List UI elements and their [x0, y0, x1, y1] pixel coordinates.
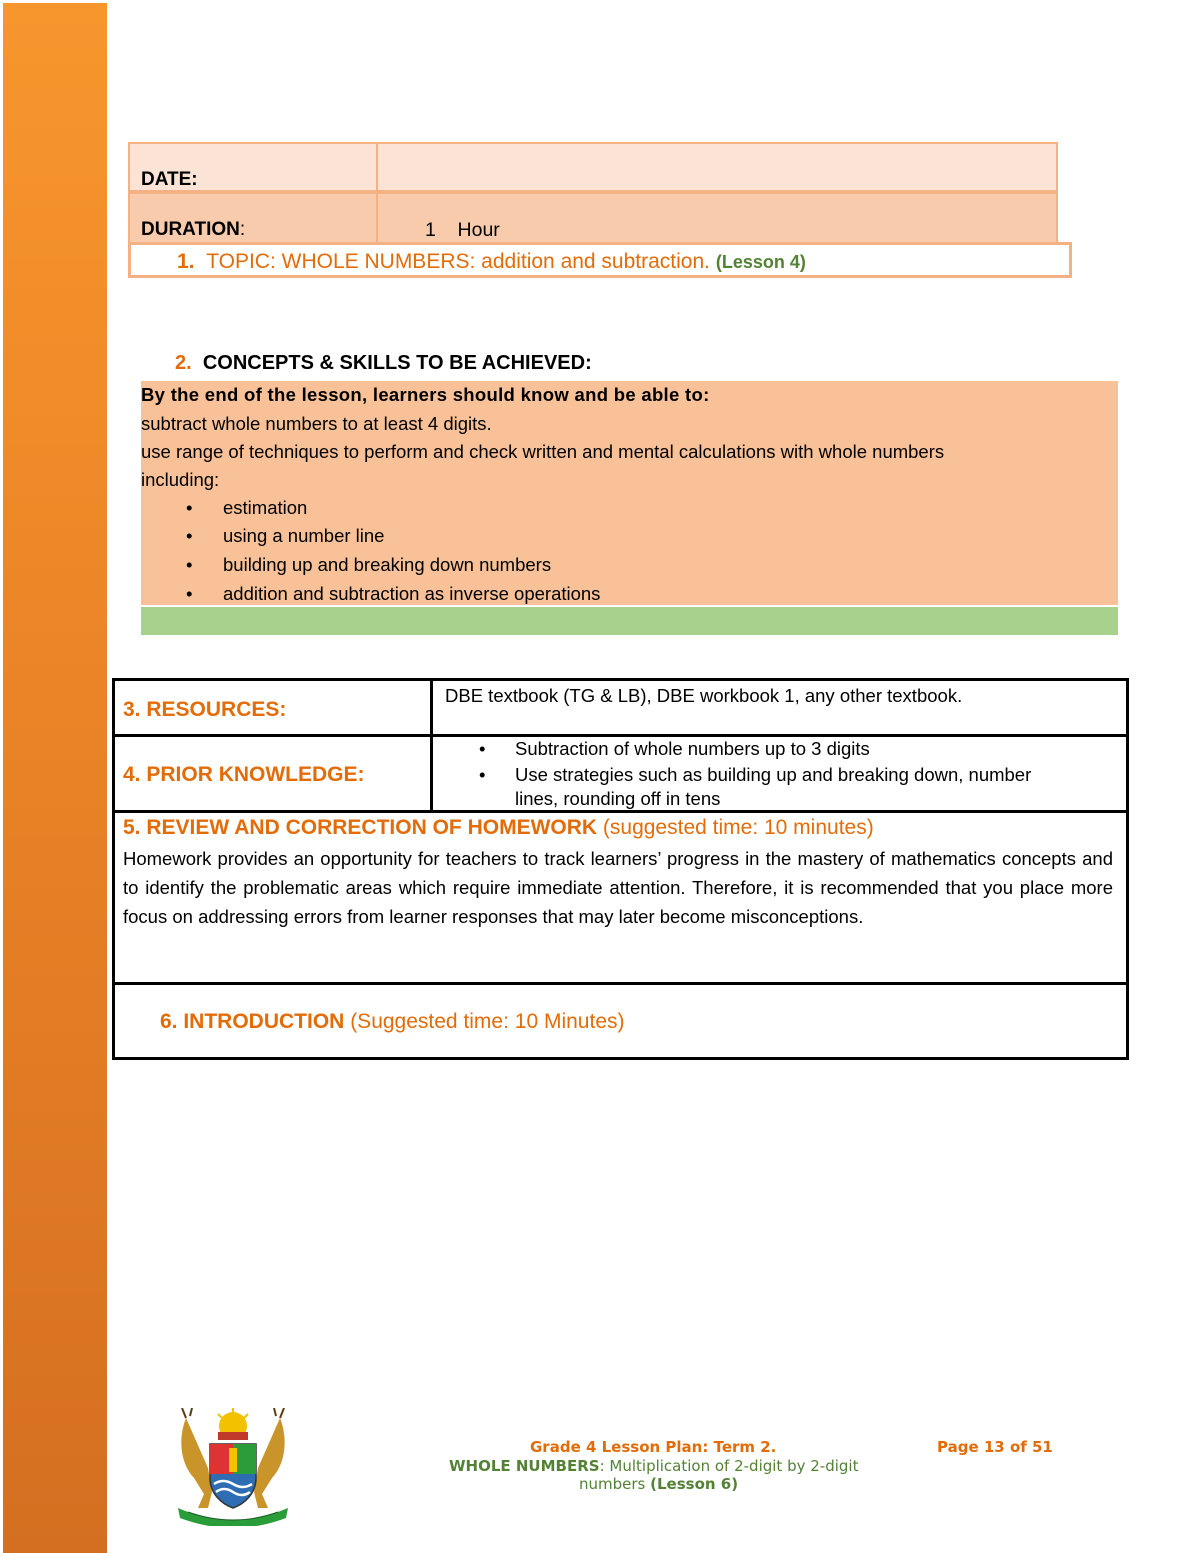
sidebar-stripe	[3, 3, 107, 1553]
row-divider	[115, 810, 1126, 813]
topic-text: TOPIC: WHOLE NUMBERS: addition and subtraction.	[206, 250, 710, 273]
lesson-table	[112, 678, 1129, 1060]
column-divider	[430, 681, 433, 813]
review-body: Homework provides an opportunity for teachers to track learners’ progress in the mastery of mathematics concepts and to identify the problematic areas which require immediate attention. Therefore, it is recommended that you place more focus on addressing errors from learner responses that may later become misconceptions.	[123, 848, 1113, 927]
concepts-bullet: • estimation	[186, 497, 308, 518]
concepts-line-1: subtract whole numbers to at least 4 digits.	[141, 413, 492, 434]
concepts-intro: By the end of the lesson, learners should know and be able to:	[141, 384, 710, 405]
concepts-line-3: including:	[141, 469, 220, 490]
concepts-bullet: • using a number line	[186, 525, 385, 546]
concepts-bullet: • addition and subtraction as inverse operations	[186, 583, 601, 604]
duration-value: 1 Hour	[425, 219, 500, 241]
row-divider	[115, 734, 1126, 737]
review-heading: 5. REVIEW AND CORRECTION OF HOMEWORK (suggested time: 10 minutes)	[123, 816, 874, 839]
concepts-line-2: use range of techniques to perform and check written and mental calculations with whole numbers	[141, 441, 945, 462]
footer-line-2: WHOLE NUMBERS: Multiplication of 2-digit by 2-digit	[449, 1457, 859, 1475]
prior-knowledge-label: 4. PRIOR KNOWLEDGE:	[123, 763, 365, 786]
duration-label: DURATION:	[141, 219, 246, 240]
topic-box	[128, 242, 1072, 278]
concepts-bullet: • building up and breaking down numbers	[186, 554, 552, 575]
resources-value: DBE textbook (TG & LB), DBE workbook 1, any other textbook.	[445, 685, 963, 706]
concepts-heading: 2. CONCEPTS & SKILLS TO BE ACHIEVED:	[175, 352, 592, 374]
prior-knowledge-bullet: • Subtraction of whole numbers up to 3 digits	[479, 738, 870, 759]
date-value-cell	[376, 142, 1058, 192]
prior-knowledge-bullet: • Use strategies such as building up and breaking down, number	[479, 764, 1032, 785]
topic-lesson: (Lesson 4)	[715, 252, 806, 272]
introduction-heading: 6. INTRODUCTION (Suggested time: 10 Minutes)	[160, 1010, 625, 1033]
footer-line-1: Grade 4 Lesson Plan: Term 2.	[530, 1438, 777, 1456]
row-divider	[115, 982, 1126, 985]
prior-knowledge-bullet-cont: lines, rounding off in tens	[515, 788, 721, 809]
footer-page-number: Page 13 of 51	[937, 1438, 1053, 1456]
resources-label: 3. RESOURCES:	[123, 698, 287, 721]
footer-line-3: numbers (Lesson 6)	[579, 1475, 739, 1493]
concepts-green-bar	[141, 607, 1118, 635]
coat-of-arms-icon	[168, 1408, 298, 1526]
date-label: DATE:	[141, 169, 198, 190]
topic-heading: 1. TOPIC: WHOLE NUMBERS: addition and subtraction. (Lesson 4)	[177, 250, 806, 273]
